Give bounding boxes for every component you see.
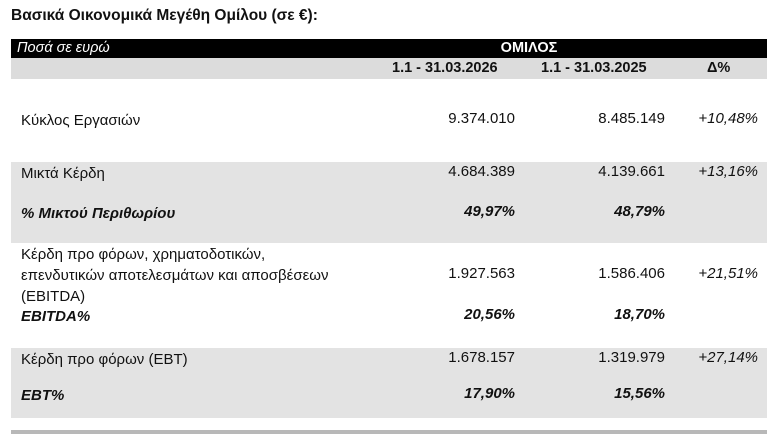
- value-2025: 18,70%: [614, 306, 665, 323]
- value-2025: 4.139.661: [598, 163, 665, 180]
- row-label: % Μικτού Περιθωρίου: [21, 205, 176, 222]
- value-delta: +21,51%: [698, 265, 758, 282]
- row-label-line-3: (EBITDA): [21, 288, 86, 305]
- value-2026: 20,56%: [464, 306, 515, 323]
- row-label: Κέρδη προ φόρων (EBT): [21, 351, 188, 368]
- value-2025: 48,79%: [614, 203, 665, 220]
- delta-header: Δ%: [707, 60, 731, 76]
- table-header-periods: [11, 58, 767, 79]
- value-delta: +27,14%: [698, 349, 758, 366]
- period-2026-header: 1.1 - 31.03.2026: [392, 60, 498, 76]
- row-label-line-2: επενδυτικών αποτελεσμάτων και αποσβέσεων: [21, 267, 329, 284]
- value-2026: 1.678.157: [448, 349, 515, 366]
- row-label: Κύκλος Εργασιών: [21, 112, 141, 129]
- group-label: ΟΜΙΛΟΣ: [500, 40, 558, 56]
- row-label: EBITDA%: [21, 308, 91, 325]
- table-header-primary: [11, 39, 767, 58]
- row-label: Μικτά Κέρδη: [21, 165, 105, 182]
- value-delta: +13,16%: [698, 163, 758, 180]
- table-bottom-rule: [11, 430, 767, 434]
- value-2025: 8.485.149: [598, 110, 665, 127]
- value-2026: 17,90%: [464, 385, 515, 402]
- row-label-line-1: Κέρδη προ φόρων, χρηματοδοτικών,: [21, 246, 266, 263]
- row-label: EBT%: [21, 387, 65, 404]
- value-2025: 15,56%: [614, 385, 665, 402]
- value-delta: +10,48%: [698, 110, 758, 127]
- period-2025-header: 1.1 - 31.03.2025: [541, 60, 647, 76]
- value-2025: 1.586.406: [598, 265, 665, 282]
- value-2026: 9.374.010: [448, 110, 515, 127]
- value-2025: 1.319.979: [598, 349, 665, 366]
- amounts-in-euro-label: Ποσά σε ευρώ: [17, 40, 110, 56]
- value-2026: 4.684.389: [448, 163, 515, 180]
- value-2026: 1.927.563: [448, 265, 515, 282]
- table-title: Βασικά Οικονομικά Μεγέθη Ομίλου (σε €):: [11, 7, 318, 24]
- value-2026: 49,97%: [464, 203, 515, 220]
